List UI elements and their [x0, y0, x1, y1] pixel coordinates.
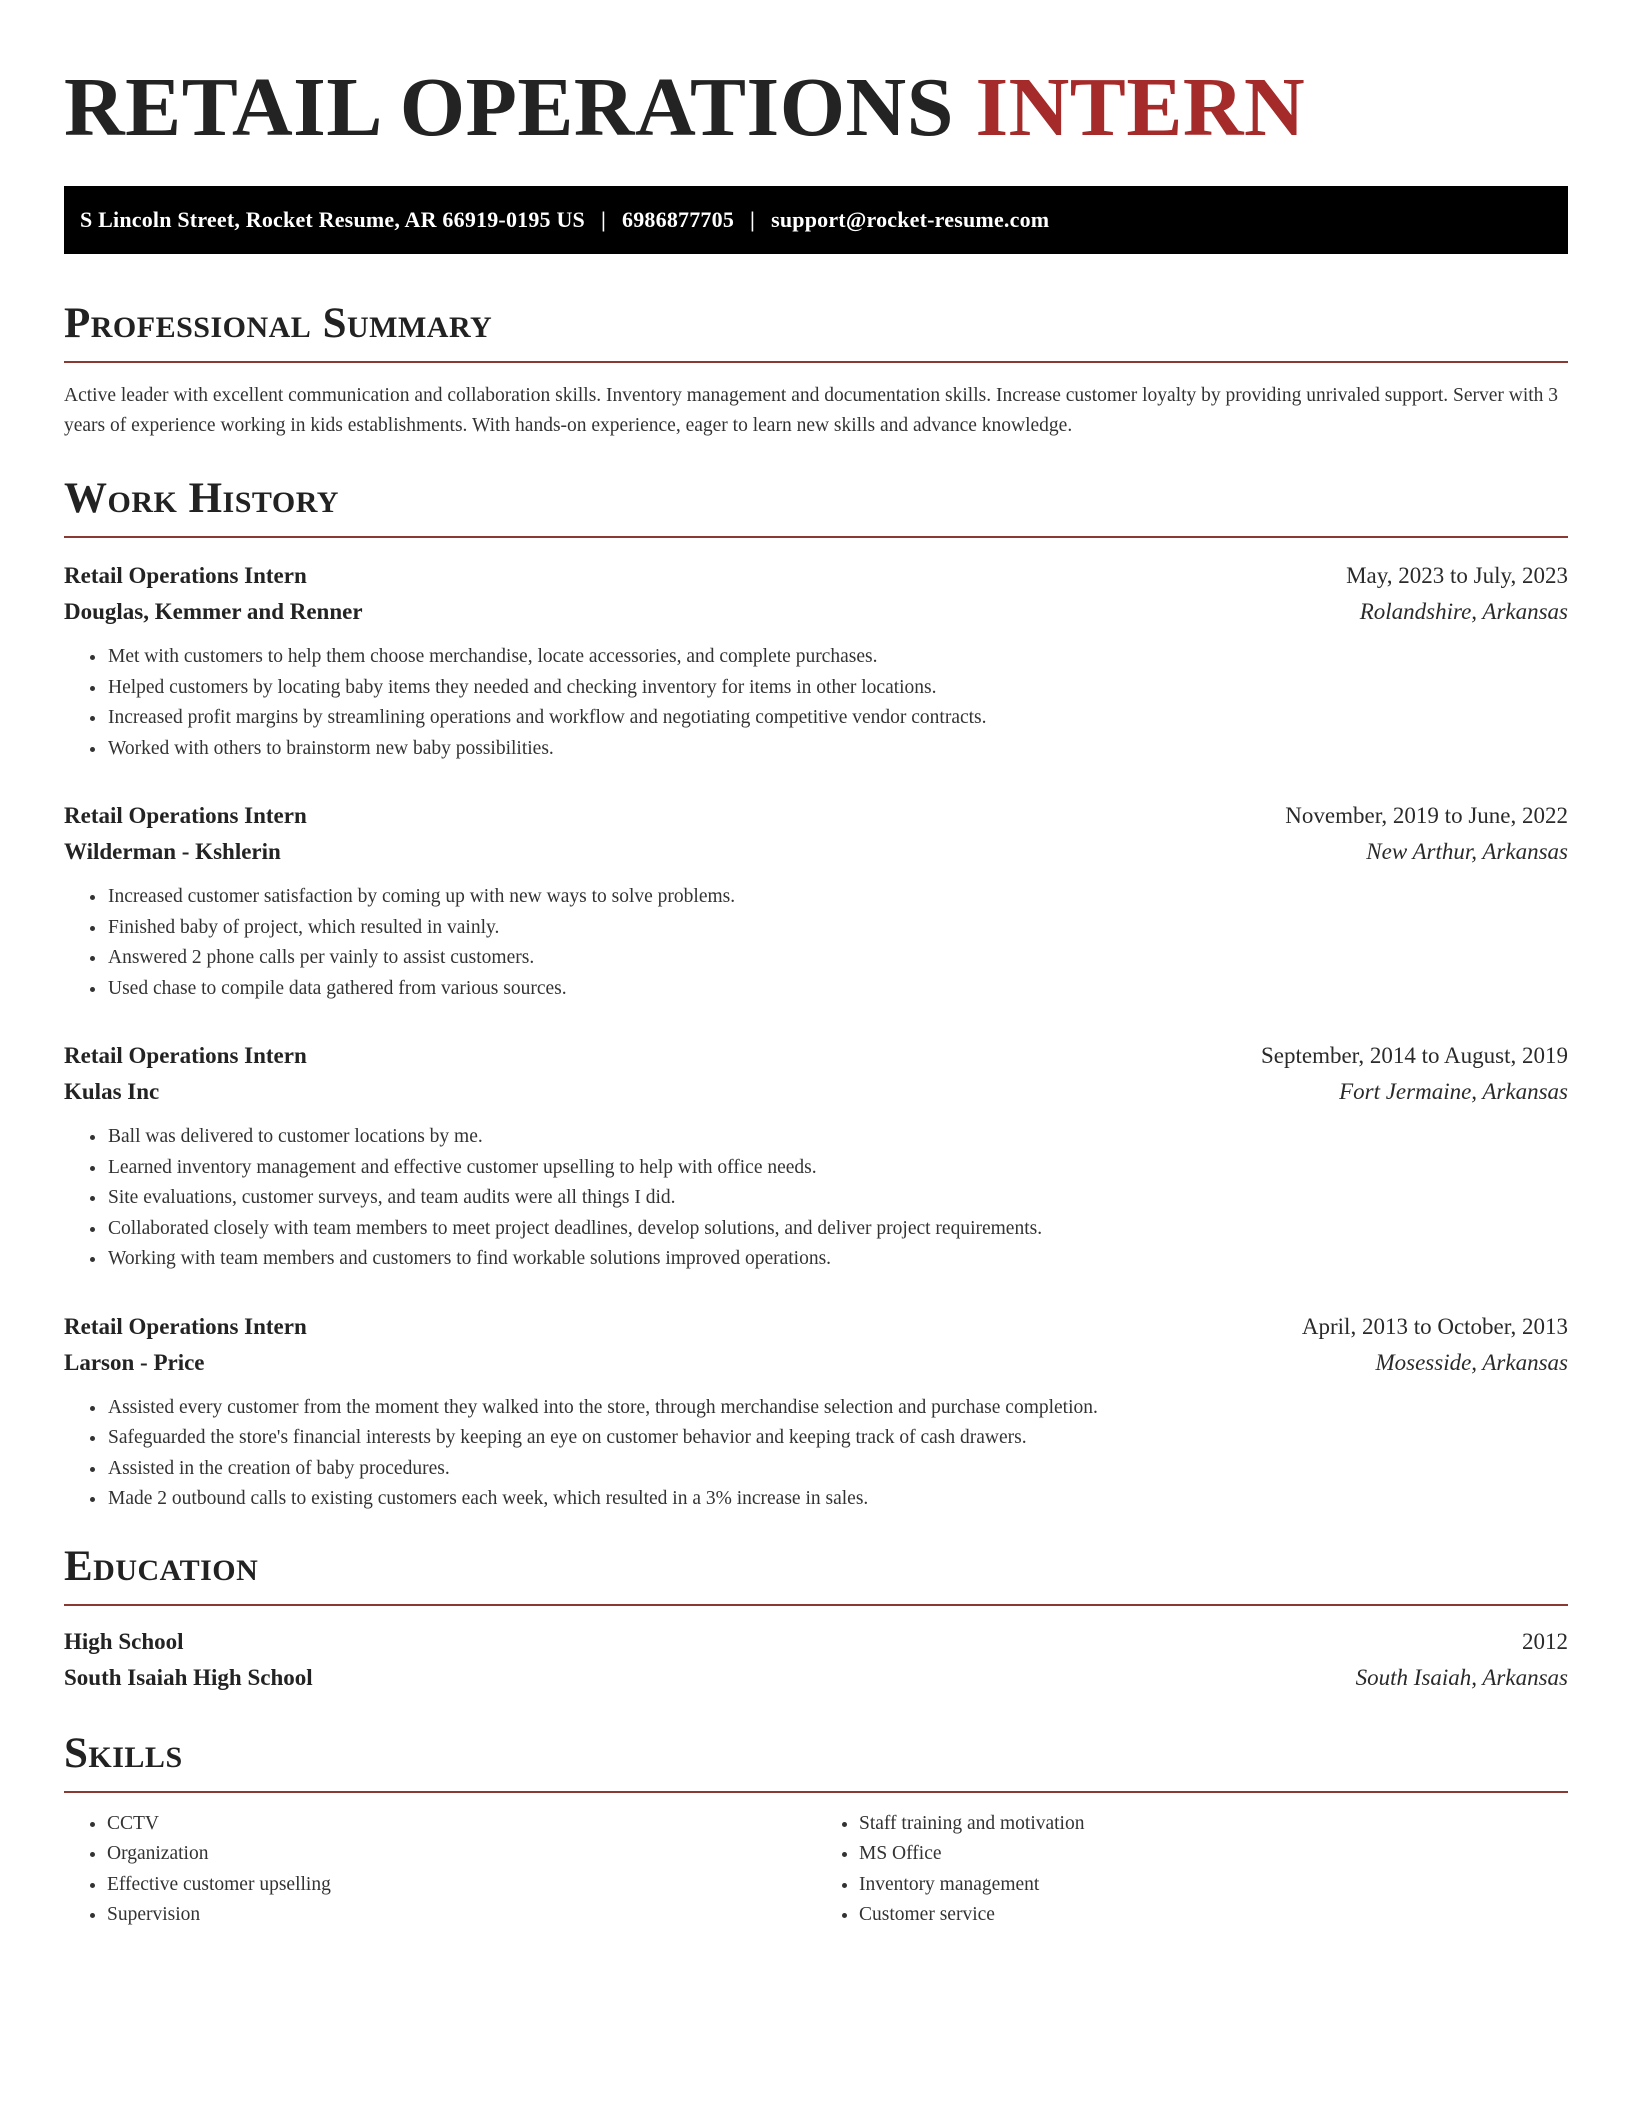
job-company: Wilderman - Kshlerin: [64, 839, 281, 864]
contact-separator: |: [750, 207, 756, 232]
list-item: • Ball was delivered to customer locations by me.: [107, 1122, 1568, 1153]
contact-bar: [64, 186, 1568, 254]
job-title: Retail Operations Intern: [64, 1043, 307, 1068]
contact-phone: 6986877705: [622, 207, 735, 232]
contact-email: support@rocket-resume.com: [771, 207, 1050, 232]
section-divider: [64, 1791, 1568, 1793]
job-location: Mosesside, Arkansas: [1375, 1349, 1568, 1375]
list-item: • Working with team members and customers to find workable solutions improved operations.: [107, 1244, 1568, 1275]
contact-separator: |: [600, 207, 607, 232]
job-title: Retail Operations Intern: [64, 1313, 307, 1339]
title-main: RETAIL OPERATIONS: [64, 61, 954, 154]
list-item: • Answered 2 phone calls per vainly to assist customers.: [107, 943, 1568, 974]
list-item: • MS Office: [859, 1839, 1568, 1870]
section-divider: [64, 536, 1568, 538]
education-entry: [64, 1624, 1568, 1696]
list-item: • Increased profit margins by streamlining operations and workflow and negotiating competitive vendor contracts.: [107, 703, 1568, 734]
contact-address: S Lincoln Street, Rocket Resume, AR 66919-0195 US: [80, 207, 585, 232]
list-item: • Effective customer upselling: [107, 1870, 816, 1901]
list-item: • Learned inventory management and effective customer upselling to help with office needs.: [107, 1153, 1568, 1184]
list-item: • Finished baby of project, which resulted in vainly.: [107, 913, 1568, 944]
list-item: • Assisted in the creation of baby procedures.: [107, 1454, 1568, 1485]
skills-column-left: [64, 1809, 816, 1931]
list-item: • Assisted every customer from the moment they walked into the store, through merchandise selection and purchase completion.: [107, 1393, 1568, 1424]
job-company: Larson - Price: [64, 1349, 205, 1375]
list-item: • Safeguarded the store's financial interests by keeping an eye on customer behavior and keeping track of cash drawers.: [107, 1423, 1568, 1454]
list-item: • Used chase to compile data gathered from various sources.: [107, 974, 1568, 1005]
list-item: • Customer service: [859, 1900, 1568, 1931]
job-bullets: [64, 1393, 1568, 1515]
education-degree: High School: [64, 1628, 184, 1654]
list-item: • Supervision: [107, 1900, 816, 1931]
list-item: • Met with customers to help them choose merchandise, locate accessories, and complete purchases.: [107, 642, 1568, 673]
list-item: • Staff training and motivation: [859, 1809, 1568, 1840]
job-entry: [64, 1309, 1568, 1515]
list-item: • Worked with others to brainstorm new baby possibilities.: [107, 734, 1568, 765]
skills-column-right: [816, 1809, 1568, 1931]
education-year: 2012: [1522, 1628, 1568, 1654]
job-entry: [64, 558, 1568, 764]
list-item: • Collaborated closely with team members to meet project deadlines, develop solutions, and deliver project requirements.: [107, 1214, 1568, 1245]
job-company: Douglas, Kemmer and Renner: [64, 599, 363, 624]
list-item: • Site evaluations, customer surveys, and team audits were all things I did.: [107, 1183, 1568, 1214]
work-history-heading: Work History: [64, 475, 339, 522]
job-title: Retail Operations Intern: [64, 563, 307, 588]
list-item: • Made 2 outbound calls to existing customers each week, which resulted in a 3% increase in sales.: [107, 1484, 1568, 1515]
list-item: • Inventory management: [859, 1870, 1568, 1901]
list-item: • Helped customers by locating baby items they needed and checking inventory for items in other locations.: [107, 673, 1568, 704]
education-location: South Isaiah, Arkansas: [1355, 1664, 1568, 1690]
job-bullets: [64, 1122, 1568, 1275]
job-dates: November, 2019 to June, 2022: [1285, 803, 1568, 828]
job-entry: [64, 1038, 1568, 1275]
job-location: Rolandshire, Arkansas: [1359, 599, 1568, 624]
job-bullets: [64, 882, 1568, 1004]
job-location: New Arthur, Arkansas: [1366, 839, 1568, 864]
section-divider: [64, 361, 1568, 363]
job-company: Kulas Inc: [64, 1079, 160, 1104]
title-accent: INTERN: [975, 61, 1306, 154]
job-title: Retail Operations Intern: [64, 803, 307, 828]
skills-grid: [64, 1809, 1568, 1931]
summary-text: Active leader with excellent communication and collaboration skills. Inventory management and documentation skills. Increase customer loyalty by providing unrivaled support. Server with 3 years of experience working in kids establishments. With hands-on experience, eager to learn new skills and advance knowledge.: [64, 385, 1559, 436]
education-heading: Education: [64, 1542, 259, 1590]
list-item: • Increased customer satisfaction by coming up with new ways to solve problems.: [107, 882, 1568, 913]
job-dates: April, 2013 to October, 2013: [1301, 1313, 1568, 1339]
summary-heading: Professional Summary: [64, 300, 493, 347]
section-divider: [64, 1604, 1568, 1606]
job-entry: [64, 798, 1568, 1004]
job-dates: September, 2014 to August, 2019: [1260, 1043, 1568, 1068]
list-item: • Organization: [107, 1839, 816, 1870]
job-bullets: [64, 642, 1568, 764]
resume-title: [64, 60, 1568, 154]
job-dates: May, 2023 to July, 2023: [1346, 563, 1568, 588]
education-school: South Isaiah High School: [64, 1664, 313, 1690]
list-item: • CCTV: [107, 1809, 816, 1840]
skills-heading: Skills: [64, 1729, 183, 1777]
job-location: Fort Jermaine, Arkansas: [1339, 1079, 1568, 1104]
